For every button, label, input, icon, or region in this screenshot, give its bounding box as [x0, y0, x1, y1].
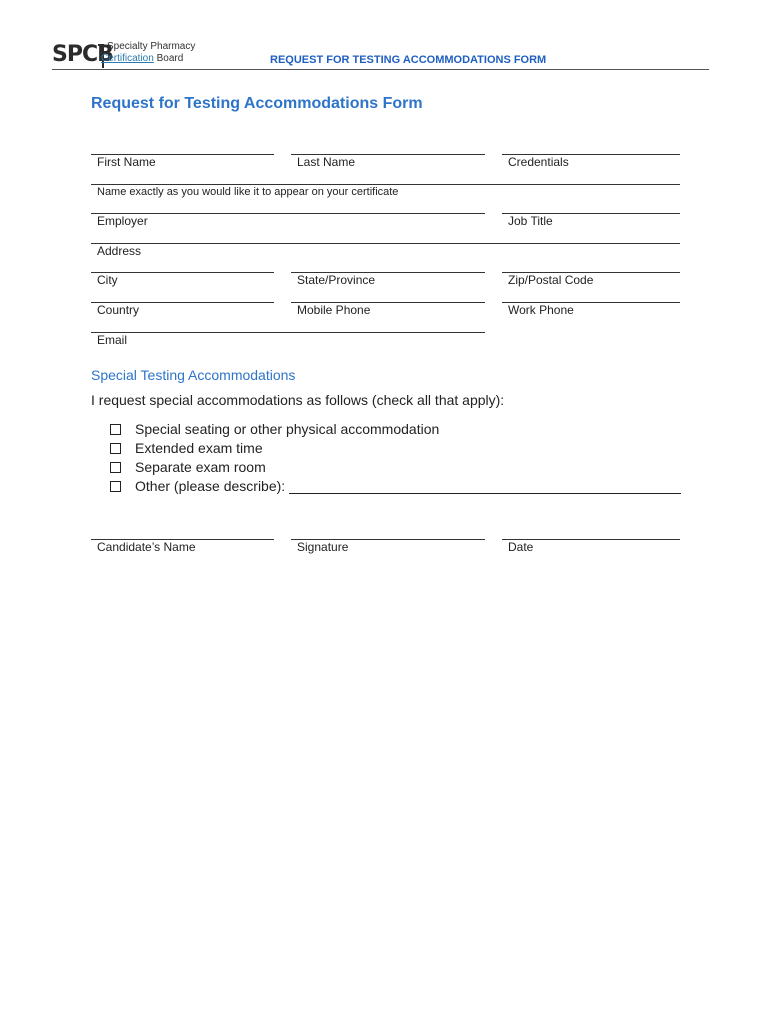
last-name-label: Last Name	[297, 155, 356, 169]
checkbox-separate-room[interactable]	[110, 462, 121, 473]
email-field[interactable]	[91, 332, 485, 333]
logo-mark: SPCB	[52, 42, 113, 67]
address-label: Address	[97, 244, 142, 258]
email-label: Email	[97, 333, 128, 347]
form-title: Request for Testing Accommodations Form	[91, 95, 423, 112]
checkbox-special-seating[interactable]	[110, 424, 121, 435]
signature-label: Signature	[297, 540, 349, 554]
candidate-name-label: Candidate’s Name	[97, 540, 196, 554]
certificate-name-label: Name exactly as you would like it to appear on your certificate	[97, 186, 399, 198]
address-field[interactable]	[91, 243, 680, 244]
state-label: State/Province	[297, 273, 376, 287]
spcb-logo	[52, 40, 196, 70]
option-other[interactable]	[110, 477, 681, 495]
option-separate-room[interactable]	[110, 458, 266, 476]
header-divider	[52, 69, 709, 70]
zip-label: Zip/Postal Code	[508, 273, 594, 287]
option-label: Separate exam room	[135, 459, 266, 475]
option-label: Special seating or other physical accommodation	[135, 421, 440, 437]
option-label: Extended exam time	[135, 440, 263, 456]
section-title: Special Testing Accommodations	[91, 367, 296, 383]
accommodations-intro: I request special accommodations as follows (check all that apply):	[91, 392, 505, 408]
option-extended-time[interactable]	[110, 439, 263, 457]
country-label: Country	[97, 303, 140, 317]
option-label: Other (please describe):	[135, 478, 286, 494]
option-special-seating[interactable]	[110, 420, 439, 438]
logo-text-line2	[101, 53, 183, 65]
header-title: REQUEST FOR TESTING ACCOMMODATIONS FORM	[270, 54, 547, 66]
date-label: Date	[508, 540, 534, 554]
work-phone-label: Work Phone	[508, 303, 574, 317]
employer-label: Employer	[97, 214, 148, 228]
city-field[interactable]	[91, 272, 274, 273]
logo-text-board: Board	[153, 53, 184, 64]
credentials-label: Credentials	[508, 155, 569, 169]
employer-field[interactable]	[91, 213, 485, 214]
logo-text-certification: Certification	[101, 53, 154, 64]
other-description-field[interactable]	[289, 479, 681, 494]
checkbox-extended-time[interactable]	[110, 443, 121, 454]
logo-text-line1: Specialty Pharmacy	[107, 41, 196, 52]
city-label: City	[97, 273, 118, 287]
mobile-phone-label: Mobile Phone	[297, 303, 371, 317]
first-name-label: First Name	[97, 155, 156, 169]
job-title-label: Job Title	[508, 214, 553, 228]
checkbox-other[interactable]	[110, 481, 121, 492]
